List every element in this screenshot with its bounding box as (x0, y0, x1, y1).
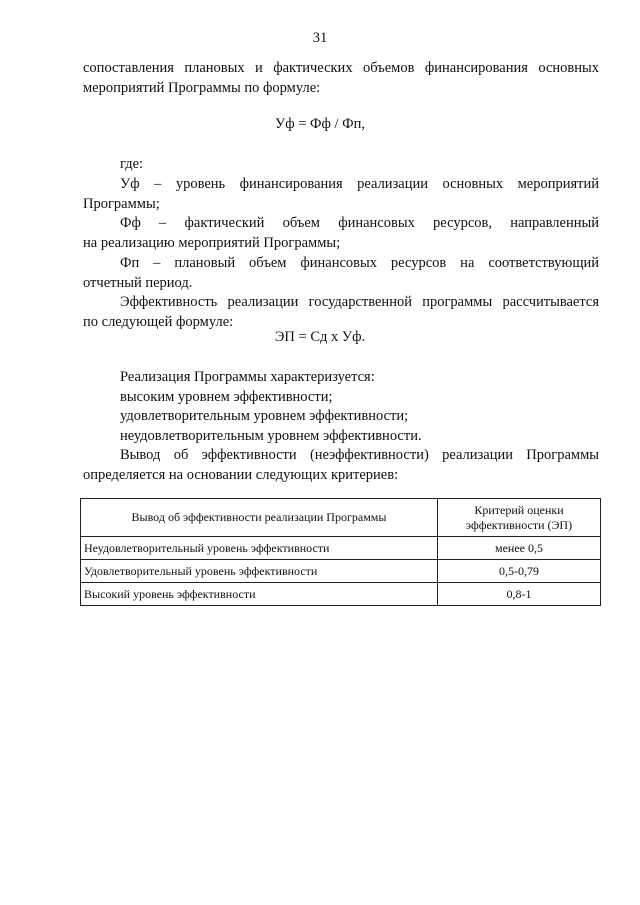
definition-ff-line2: на реализацию мероприятий Программы; (83, 235, 341, 251)
table-row (81, 537, 601, 560)
definition-fp-line1: Фп – плановый объем финансовых ресурсов на соответствующий (120, 255, 599, 271)
header-criterion (438, 499, 601, 537)
level-high: высоким уровнем эффективности; (120, 389, 333, 405)
page-number: 31 (312, 30, 328, 46)
header-conclusion: Вывод об эффективности реализации Программы (81, 499, 438, 537)
header-criterion-line1: Критерий оценки (474, 502, 564, 517)
level-unsatisfactory: неудовлетворительным уровнем эффективности. (120, 428, 422, 444)
definition-uf-line1: Уф – уровень финансирования реализации основных мероприятий (120, 176, 599, 192)
where-label: где: (120, 156, 144, 172)
row-criterion-cell: 0,8-1 (438, 583, 601, 606)
definition-uf-line2: Программы; (83, 196, 160, 212)
paragraph-intro-line2: мероприятий Программы по формуле: (83, 80, 321, 96)
row-conclusion-cell: Неудовлетворительный уровень эффективности (81, 537, 438, 560)
formula-ep: ЭП = Сд х Уф. (274, 329, 366, 345)
definition-fp-line2: отчетный период. (83, 275, 193, 291)
formula-uf: Уф = Фф / Фп, (274, 116, 366, 132)
conclusion-paragraph-line1: Вывод об эффективности (неэффективности) реализации Программы (120, 447, 599, 463)
criteria-table (80, 498, 601, 606)
row-criterion-cell: 0,5-0,79 (438, 560, 601, 583)
paragraph-intro-line1: сопоставления плановых и фактических объемов финансирования основных (83, 60, 599, 76)
table-row (81, 560, 601, 583)
row-conclusion-cell: Высокий уровень эффективности (81, 583, 438, 606)
definition-ff-line1: Фф – фактический объем финансовых ресурсов, направленный (120, 215, 599, 231)
row-criterion-cell: менее 0,5 (438, 537, 601, 560)
table-row (81, 583, 601, 606)
characterization-intro: Реализация Программы характеризуется: (120, 369, 375, 385)
efficiency-paragraph-line1: Эффективность реализации государственной программы рассчитывается (120, 294, 599, 310)
table-header-row (81, 499, 601, 537)
efficiency-paragraph-line2: по следующей формуле: (83, 314, 234, 330)
header-criterion-line2: эффективности (ЭП) (465, 517, 573, 532)
conclusion-paragraph-line2: определяется на основании следующих критериев: (83, 467, 399, 483)
level-satisfactory: удовлетворительным уровнем эффективности; (120, 408, 409, 424)
row-conclusion-cell: Удовлетворительный уровень эффективности (81, 560, 438, 583)
